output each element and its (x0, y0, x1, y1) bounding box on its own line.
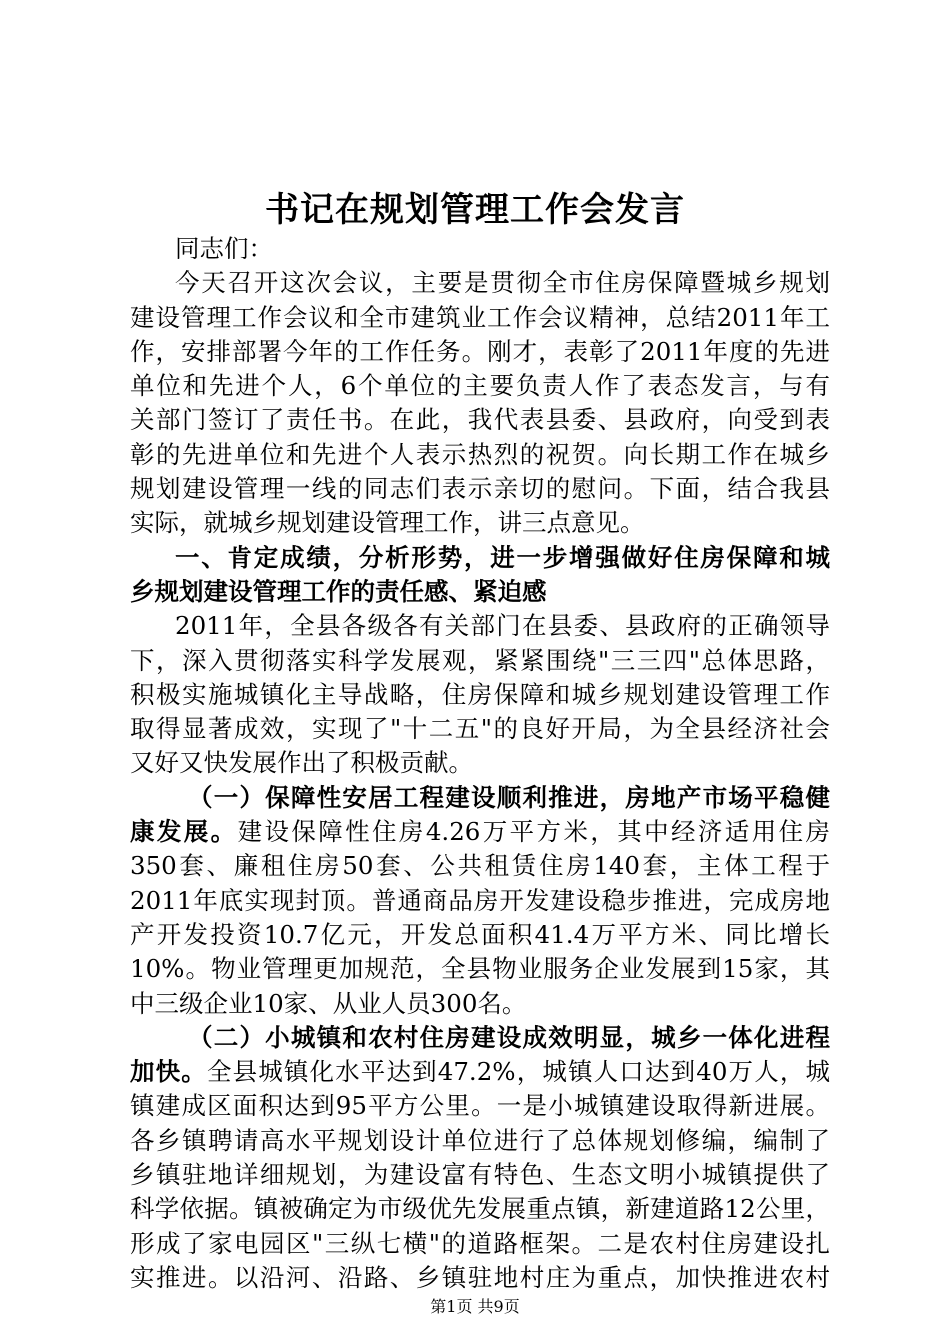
text-line (130, 952, 830, 986)
page-footer: 第1页 共9页 (430, 1297, 520, 1316)
text-line (130, 1055, 830, 1089)
text-line (130, 438, 830, 472)
text-line (130, 918, 830, 952)
line-text: 实际，就城乡规划建设管理工作，讲三点意见。 (130, 508, 645, 538)
line-text: 今天召开这次会议，主要是贯彻全市住房保障暨城乡规划 (175, 268, 830, 298)
line-text: 全县城镇化水平达到47.2%，城镇人口达到40万人，城 (206, 1057, 830, 1087)
text-line (130, 1021, 830, 1055)
line-text: 实推进。以沿河、沿路、乡镇驻地村庄为重点，加快推进农村 (130, 1262, 830, 1292)
line-text: 350套、廉租住房50套、公共租赁住房140套，主体工程于 (130, 851, 830, 881)
line-text: 乡规划建设管理工作的责任感、紧迫感 (130, 576, 547, 606)
document-title: 书记在规划管理工作会发言 (265, 190, 685, 230)
text-line (130, 541, 830, 575)
text-line (130, 369, 830, 403)
text-line (130, 335, 830, 369)
text-line (130, 472, 830, 506)
text-line (130, 1227, 830, 1261)
line-text: 下，深入贯彻落实科学发展观，紧紧围绕"三三四"总体思路， (130, 645, 830, 675)
text-line (130, 746, 830, 780)
line-text: 取得显著成效，实现了"十二五"的良好开局，为全县经济社会 (130, 714, 830, 744)
line-text: 中三级企业10家、从业人员300名。 (130, 988, 527, 1018)
line-text: 镇建成区面积达到95平方公里。一是小城镇建设取得新进展。 (130, 1091, 830, 1121)
line-text: 各乡镇聘请高水平规划设计单位进行了总体规划修编，编制了 (130, 1125, 830, 1155)
text-line (130, 1261, 830, 1295)
text-line (130, 884, 830, 918)
text-line (130, 781, 830, 815)
line-text: 彰的先进单位和先进个人表示热烈的祝贺。向长期工作在城乡 (130, 439, 830, 469)
line-text: 乡镇驻地详细规划，为建设富有特色、生态文明小城镇提供了 (130, 1160, 830, 1190)
line-text: 单位和先进个人，6个单位的主要负责人作了表态发言，与有 (130, 371, 830, 401)
text-line (130, 849, 830, 883)
text-line (130, 678, 830, 712)
line-text: 形成了家电园区"三纵七横"的道路框架。二是农村住房建设扎 (130, 1228, 830, 1258)
line-text: 又好又快发展作出了积极贡献。 (130, 748, 473, 778)
line-text: （二）小城镇和农村住房建设成效明显，城乡一体化进程 (188, 1022, 830, 1052)
line-text: 同志们： (175, 234, 273, 263)
text-line (130, 232, 830, 266)
text-line (130, 506, 830, 540)
line-text: 一、肯定成绩，分析形势，进一步增强做好住房保障和城 (175, 542, 830, 572)
text-line (130, 403, 830, 437)
text-line (130, 987, 830, 1021)
text-line (130, 815, 830, 849)
line-text: 建设管理工作会议和全市建筑业工作会议精神，总结2011年工 (130, 302, 830, 332)
text-line (130, 712, 830, 746)
document-body (130, 232, 830, 1295)
line-text: 2011年底实现封顶。普通商品房开发建设稳步推进，完成房地 (130, 885, 830, 915)
text-line (130, 1158, 830, 1192)
text-line (130, 266, 830, 300)
text-line (130, 1192, 830, 1226)
bold-lead-text: 康发展。 (130, 817, 238, 847)
text-line (130, 1124, 830, 1158)
text-line (130, 609, 830, 643)
text-line (130, 575, 830, 609)
line-text: 科学依据。镇被确定为市级优先发展重点镇，新建道路12公里， (130, 1194, 830, 1224)
text-line (130, 1089, 830, 1123)
line-text: （一）保障性安居工程建设顺利推进，房地产市场平稳健 (188, 782, 830, 812)
line-text: 10%。物业管理更加规范，全县物业服务企业发展到15家，其 (130, 954, 830, 984)
line-text: 规划建设管理一线的同志们表示亲切的慰问。下面，结合我县 (130, 474, 830, 504)
line-text: 作，安排部署今年的工作任务。刚才，表彰了2011年度的先进 (130, 336, 830, 366)
bold-lead-text: 加快。 (130, 1057, 207, 1087)
line-text: 建设保障性住房4.26万平方米，其中经济适用住房 (237, 817, 830, 847)
line-text: 积极实施城镇化主导战略，住房保障和城乡规划建设管理工作 (130, 679, 830, 709)
line-text: 2011年，全县各级各有关部门在县委、县政府的正确领导 (175, 611, 830, 641)
line-text: 产开发投资10.7亿元，开发总面积41.4万平方米、同比增长 (130, 919, 830, 949)
line-text: 关部门签订了责任书。在此，我代表县委、县政府，向受到表 (130, 405, 830, 435)
text-line (130, 301, 830, 335)
text-line (130, 644, 830, 678)
